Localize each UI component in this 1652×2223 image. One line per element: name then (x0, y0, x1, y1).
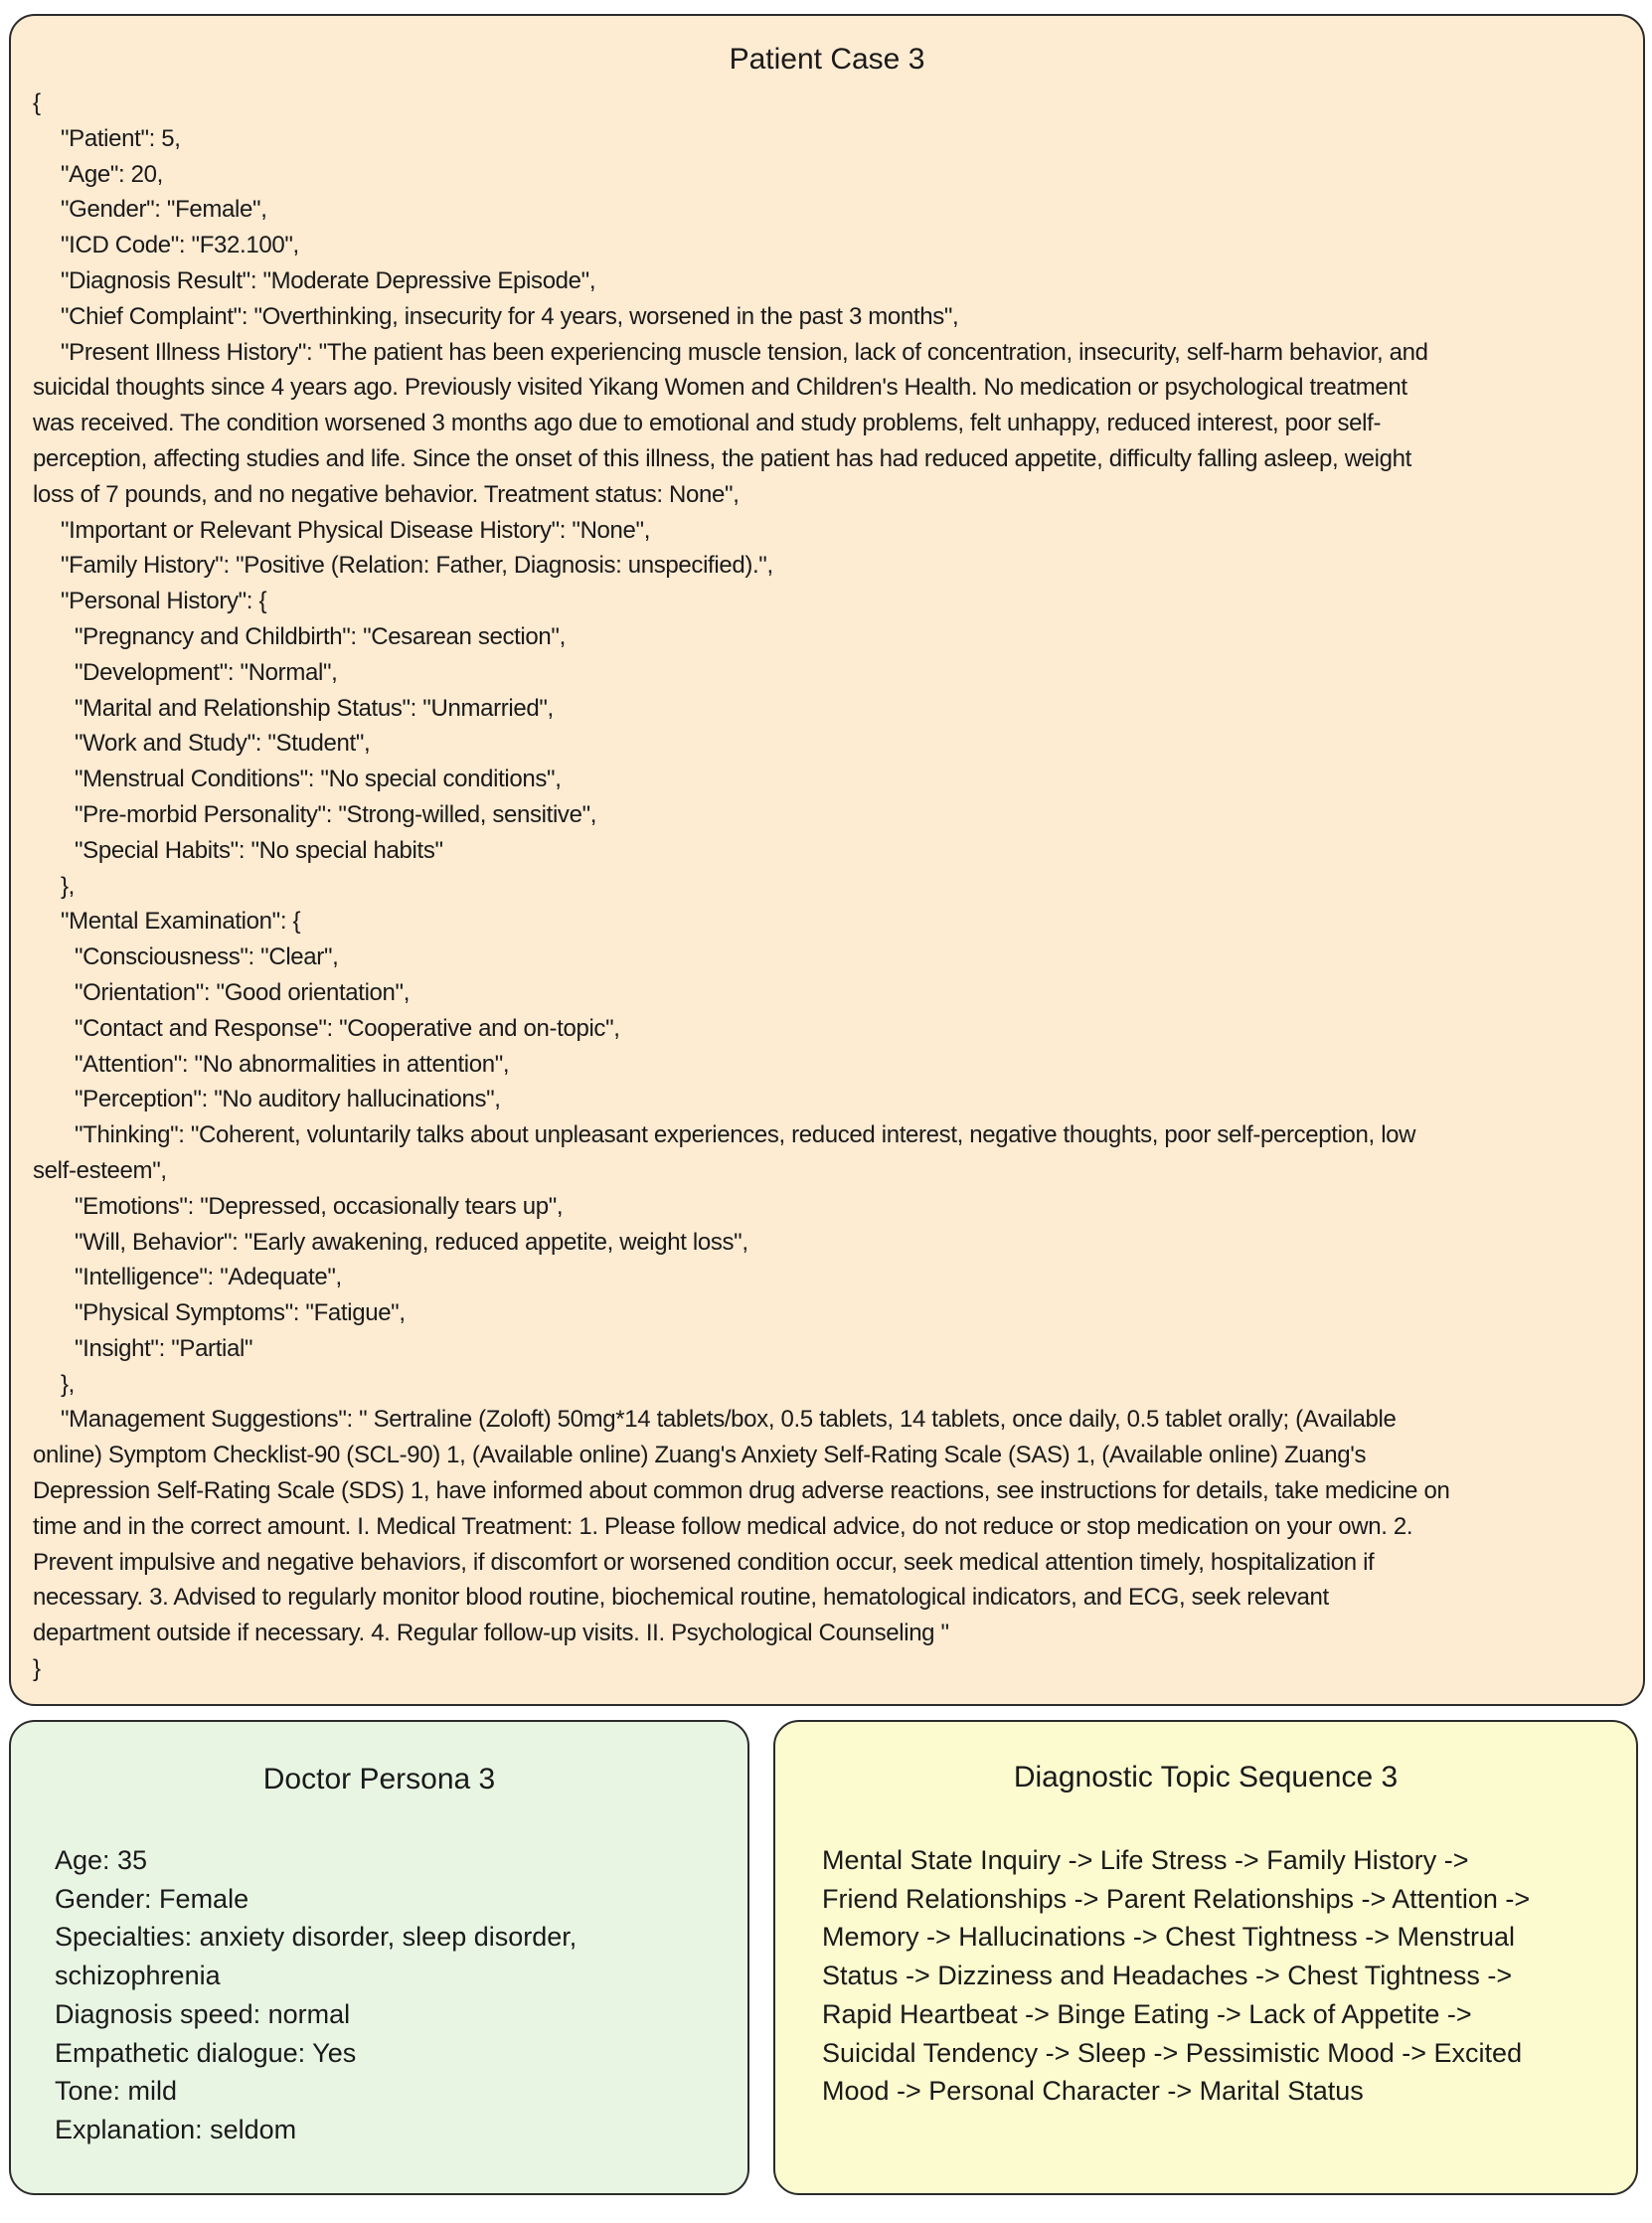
json-line: "Important or Relevant Physical Disease History": "None", (61, 516, 651, 544)
json-line: { (33, 89, 41, 116)
json-line: "Gender": "Female", (61, 196, 267, 224)
json-line: "Will, Behavior": "Early awakening, reduced appetite, weight loss", (75, 1228, 748, 1256)
json-line: "Patient": 5, (61, 124, 181, 152)
topic-line: Mood -> Personal Character -> Marital Status (822, 2076, 1364, 2107)
json-line: "Attention": "No abnormalities in attention", (75, 1050, 510, 1078)
json-line: online) Symptom Checklist-90 (SCL-90) 1, (Available online) Zuang's Anxiety Self-Rating Scale (SAS) 1, (Available online) Zuang's (33, 1442, 1367, 1469)
topic-sequence-panel (773, 1720, 1638, 2195)
persona-line: Age: 35 (55, 1845, 148, 1875)
topic-line: Friend Relationships -> Parent Relationships -> Attention -> (822, 1883, 1531, 1914)
json-line: perception, affecting studies and life. Since the onset of this illness, the patient has had reduced appetite, difficulty falling asleep, weight (33, 444, 1411, 472)
json-line: "Chief Complaint": "Overthinking, insecurity for 4 years, worsened in the past 3 months", (61, 302, 959, 330)
json-line: Prevent impulsive and negative behaviors, if discomfort or worsened condition occur, seek medical attention timely, hospitalization if (33, 1548, 1375, 1576)
json-line: "Emotions": "Depressed, occasionally tears up", (75, 1192, 564, 1220)
json-line: "Management Suggestions": " Sertraline (Zoloft) 50mg*14 tablets/box, 0.5 tablets, 14 tablets, once daily, 0.5 tablet orally; (Available (61, 1406, 1397, 1434)
json-line: was received. The condition worsened 3 months ago due to emotional and study problems, felt unhappy, reduced interest, poor self- (33, 410, 1382, 437)
json-line: "Diagnosis Result": "Moderate Depressive Episode", (61, 266, 596, 294)
topic-line: Rapid Heartbeat -> Binge Eating -> Lack of Appetite -> (822, 1998, 1472, 2029)
json-line: } (33, 1655, 41, 1683)
json-line: "Pre-morbid Personality": "Strong-willed, sensitive", (75, 800, 597, 828)
json-line: "Intelligence": "Adequate", (75, 1264, 342, 1291)
json-line: }, (61, 872, 75, 900)
json-line: "Thinking": "Coherent, voluntarily talks about unpleasant experiences, reduced interest, negative thoughts, poor self-perception, low (75, 1121, 1416, 1149)
json-line: "Family History": "Positive (Relation: Father, Diagnosis: unspecified).", (61, 552, 773, 580)
patient-case-json (33, 86, 1623, 1687)
json-line: "Mental Examination": { (61, 908, 301, 936)
json-line: "Personal History": { (61, 588, 267, 615)
patient-case-panel (9, 14, 1645, 1706)
json-line: "Present Illness History": "The patient has been experiencing muscle tension, lack of concentration, insecurity, self-harm behavior, and (61, 338, 1428, 366)
topic-line: Memory -> Hallucinations -> Chest Tightness -> Menstrual (822, 1922, 1516, 1953)
json-line: "Physical Symptoms": "Fatigue", (75, 1299, 406, 1327)
persona-line: Specialties: anxiety disorder, sleep disorder, (55, 1922, 578, 1953)
json-line: "Insight": "Partial" (75, 1334, 253, 1362)
topic-line: Status -> Dizziness and Headaches -> Chest Tightness -> (822, 1961, 1513, 1991)
json-line: suicidal thoughts since 4 years ago. Previously visited Yikang Women and Children's Health. No medication or psychological treatment (33, 374, 1407, 402)
json-line: "Menstrual Conditions": "No special conditions", (75, 766, 562, 793)
json-line: department outside if necessary. 4. Regular follow-up visits. II. Psychological Counseling " (33, 1620, 949, 1647)
json-line: time and in the correct amount. I. Medical Treatment: 1. Please follow medical advice, do not reduce or stop medication on your own. 2. (33, 1512, 1413, 1540)
topic-line: Suicidal Tendency -> Sleep -> Pessimistic Mood -> Excited (822, 2037, 1523, 2068)
json-line: self-esteem", (33, 1156, 167, 1184)
json-line: "Contact and Response": "Cooperative and on-topic", (75, 1014, 620, 1042)
doctor-persona-panel (9, 1720, 749, 2195)
json-line: }, (61, 1370, 75, 1398)
persona-line: Gender: Female (55, 1883, 249, 1914)
json-line: "Perception": "No auditory hallucinations", (75, 1086, 501, 1113)
json-line: "Special Habits": "No special habits" (75, 836, 443, 864)
persona-line: Explanation: seldom (55, 2114, 297, 2144)
json-line: "Work and Study": "Student", (75, 730, 371, 758)
persona-line: Tone: mild (55, 2076, 178, 2107)
persona-line: schizophrenia (55, 1961, 221, 1991)
json-line: Depression Self-Rating Scale (SDS) 1, have informed about common drug adverse reactions, see instructions for details, take medicine on (33, 1477, 1450, 1505)
json-line: "Pregnancy and Childbirth": "Cesarean section", (75, 622, 566, 650)
json-line: necessary. 3. Advised to regularly monitor blood routine, biochemical routine, hematological indicators, and ECG, seek relevant (33, 1584, 1329, 1612)
doctor-persona-details (55, 1841, 577, 2149)
persona-line: Empathetic dialogue: Yes (55, 2037, 357, 2068)
topic-sequence-text (822, 1841, 1607, 2111)
topic-sequence-title: Diagnostic Topic Sequence 3 (1013, 1761, 1399, 1794)
doctor-persona-title: Doctor Persona 3 (262, 1763, 496, 1796)
json-line: "Marital and Relationship Status": "Unmarried", (75, 694, 554, 722)
json-line: "Orientation": "Good orientation", (75, 978, 411, 1006)
json-line: "Consciousness": "Clear", (75, 943, 339, 971)
json-line: loss of 7 pounds, and no negative behavior. Treatment status: None", (33, 480, 740, 508)
patient-case-title: Patient Case 3 (729, 43, 925, 76)
json-line: "ICD Code": "F32.100", (61, 232, 299, 259)
persona-line: Diagnosis speed: normal (55, 1998, 351, 2029)
json-line: "Development": "Normal", (75, 658, 338, 686)
topic-line: Mental State Inquiry -> Life Stress -> Family History -> (822, 1845, 1469, 1875)
json-line: "Age": 20, (61, 160, 163, 188)
